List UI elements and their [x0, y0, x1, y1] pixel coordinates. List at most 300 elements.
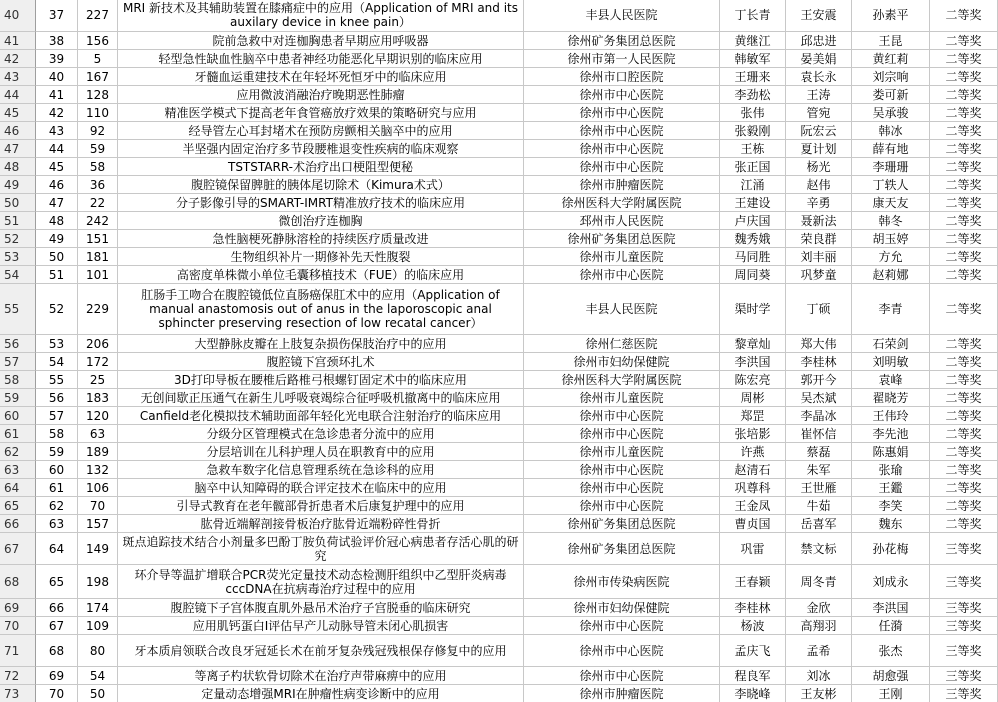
serial-number-cell[interactable] [36, 158, 78, 176]
author-3-cell[interactable] [852, 248, 930, 266]
serial-number-cell[interactable] [36, 194, 78, 212]
author-3-cell[interactable] [852, 266, 930, 284]
project-id-cell[interactable] [78, 86, 118, 104]
author-3-cell[interactable] [852, 284, 930, 335]
organization-cell[interactable] [524, 479, 720, 497]
project-title-cell[interactable] [118, 212, 524, 230]
row-header[interactable] [0, 479, 36, 497]
organization-cell[interactable] [524, 389, 720, 407]
serial-number-cell[interactable] [36, 685, 78, 702]
author-1-cell[interactable] [720, 284, 786, 335]
project-id-cell[interactable] [78, 194, 118, 212]
project-title-cell[interactable] [118, 685, 524, 702]
serial-number-cell[interactable] [36, 86, 78, 104]
organization-cell[interactable] [524, 158, 720, 176]
project-id-cell[interactable] [78, 407, 118, 425]
serial-number-cell[interactable] [36, 122, 78, 140]
award-level-cell[interactable] [930, 497, 998, 515]
organization-cell[interactable] [524, 212, 720, 230]
author-1-cell[interactable] [720, 565, 786, 599]
organization-cell[interactable] [524, 443, 720, 461]
organization-cell[interactable] [524, 635, 720, 667]
author-3-cell[interactable] [852, 461, 930, 479]
author-3-cell[interactable] [852, 335, 930, 353]
award-level-cell[interactable] [930, 230, 998, 248]
award-level-cell[interactable] [930, 176, 998, 194]
author-2-cell[interactable] [786, 32, 852, 50]
serial-number-cell[interactable] [36, 50, 78, 68]
author-3-cell[interactable] [852, 685, 930, 702]
organization-cell[interactable] [524, 140, 720, 158]
author-3-cell[interactable] [852, 425, 930, 443]
project-title-cell[interactable] [118, 68, 524, 86]
project-title-cell[interactable] [118, 617, 524, 635]
author-2-cell[interactable] [786, 212, 852, 230]
project-id-cell[interactable] [78, 425, 118, 443]
author-1-cell[interactable] [720, 86, 786, 104]
project-title-cell[interactable] [118, 479, 524, 497]
author-3-cell[interactable] [852, 122, 930, 140]
award-level-cell[interactable] [930, 565, 998, 599]
project-id-cell[interactable] [78, 443, 118, 461]
award-level-cell[interactable] [930, 284, 998, 335]
project-id-cell[interactable] [78, 533, 118, 565]
project-id-cell[interactable] [78, 212, 118, 230]
organization-cell[interactable] [524, 50, 720, 68]
author-2-cell[interactable] [786, 122, 852, 140]
project-id-cell[interactable] [78, 461, 118, 479]
project-id-cell[interactable] [78, 371, 118, 389]
organization-cell[interactable] [524, 0, 720, 32]
author-2-cell[interactable] [786, 248, 852, 266]
author-1-cell[interactable] [720, 32, 786, 50]
row-header[interactable] [0, 158, 36, 176]
row-header[interactable] [0, 685, 36, 702]
author-2-cell[interactable] [786, 565, 852, 599]
author-3-cell[interactable] [852, 599, 930, 617]
project-id-cell[interactable] [78, 685, 118, 702]
serial-number-cell[interactable] [36, 212, 78, 230]
award-level-cell[interactable] [930, 599, 998, 617]
project-id-cell[interactable] [78, 515, 118, 533]
project-title-cell[interactable] [118, 389, 524, 407]
row-header[interactable] [0, 461, 36, 479]
row-header[interactable] [0, 86, 36, 104]
award-level-cell[interactable] [930, 515, 998, 533]
row-header[interactable] [0, 32, 36, 50]
row-header[interactable] [0, 194, 36, 212]
project-title-cell[interactable] [118, 0, 524, 32]
author-3-cell[interactable] [852, 635, 930, 667]
row-header[interactable] [0, 266, 36, 284]
project-title-cell[interactable] [118, 194, 524, 212]
author-1-cell[interactable] [720, 515, 786, 533]
project-id-cell[interactable] [78, 158, 118, 176]
author-3-cell[interactable] [852, 0, 930, 32]
project-id-cell[interactable] [78, 479, 118, 497]
project-id-cell[interactable] [78, 122, 118, 140]
project-title-cell[interactable] [118, 407, 524, 425]
award-level-cell[interactable] [930, 335, 998, 353]
organization-cell[interactable] [524, 248, 720, 266]
row-header[interactable] [0, 248, 36, 266]
project-id-cell[interactable] [78, 50, 118, 68]
project-id-cell[interactable] [78, 284, 118, 335]
serial-number-cell[interactable] [36, 104, 78, 122]
organization-cell[interactable] [524, 335, 720, 353]
project-title-cell[interactable] [118, 122, 524, 140]
serial-number-cell[interactable] [36, 667, 78, 685]
row-header[interactable] [0, 599, 36, 617]
author-1-cell[interactable] [720, 140, 786, 158]
row-header[interactable] [0, 389, 36, 407]
row-header[interactable] [0, 533, 36, 565]
row-header[interactable] [0, 353, 36, 371]
project-title-cell[interactable] [118, 284, 524, 335]
serial-number-cell[interactable] [36, 635, 78, 667]
project-id-cell[interactable] [78, 68, 118, 86]
serial-number-cell[interactable] [36, 515, 78, 533]
project-title-cell[interactable] [118, 667, 524, 685]
author-2-cell[interactable] [786, 86, 852, 104]
author-1-cell[interactable] [720, 533, 786, 565]
row-header[interactable] [0, 565, 36, 599]
author-3-cell[interactable] [852, 50, 930, 68]
project-title-cell[interactable] [118, 158, 524, 176]
project-id-cell[interactable] [78, 667, 118, 685]
author-1-cell[interactable] [720, 68, 786, 86]
author-2-cell[interactable] [786, 479, 852, 497]
row-header[interactable] [0, 50, 36, 68]
organization-cell[interactable] [524, 176, 720, 194]
row-header[interactable] [0, 122, 36, 140]
project-id-cell[interactable] [78, 635, 118, 667]
row-header[interactable] [0, 212, 36, 230]
author-1-cell[interactable] [720, 212, 786, 230]
author-3-cell[interactable] [852, 104, 930, 122]
award-level-cell[interactable] [930, 371, 998, 389]
author-3-cell[interactable] [852, 353, 930, 371]
author-3-cell[interactable] [852, 479, 930, 497]
author-2-cell[interactable] [786, 194, 852, 212]
serial-number-cell[interactable] [36, 353, 78, 371]
project-title-cell[interactable] [118, 335, 524, 353]
author-1-cell[interactable] [720, 407, 786, 425]
project-id-cell[interactable] [78, 565, 118, 599]
author-1-cell[interactable] [720, 158, 786, 176]
row-header[interactable] [0, 497, 36, 515]
award-level-cell[interactable] [930, 104, 998, 122]
author-1-cell[interactable] [720, 371, 786, 389]
serial-number-cell[interactable] [36, 533, 78, 565]
award-level-cell[interactable] [930, 407, 998, 425]
author-3-cell[interactable] [852, 32, 930, 50]
organization-cell[interactable] [524, 371, 720, 389]
award-level-cell[interactable] [930, 353, 998, 371]
award-level-cell[interactable] [930, 158, 998, 176]
serial-number-cell[interactable] [36, 425, 78, 443]
author-3-cell[interactable] [852, 389, 930, 407]
project-title-cell[interactable] [118, 443, 524, 461]
project-id-cell[interactable] [78, 176, 118, 194]
serial-number-cell[interactable] [36, 68, 78, 86]
award-level-cell[interactable] [930, 32, 998, 50]
author-1-cell[interactable] [720, 599, 786, 617]
author-2-cell[interactable] [786, 50, 852, 68]
author-1-cell[interactable] [720, 104, 786, 122]
serial-number-cell[interactable] [36, 497, 78, 515]
project-id-cell[interactable] [78, 140, 118, 158]
project-id-cell[interactable] [78, 230, 118, 248]
author-3-cell[interactable] [852, 140, 930, 158]
author-2-cell[interactable] [786, 158, 852, 176]
author-1-cell[interactable] [720, 497, 786, 515]
project-id-cell[interactable] [78, 266, 118, 284]
project-id-cell[interactable] [78, 353, 118, 371]
author-2-cell[interactable] [786, 176, 852, 194]
organization-cell[interactable] [524, 565, 720, 599]
author-1-cell[interactable] [720, 266, 786, 284]
award-level-cell[interactable] [930, 122, 998, 140]
row-header[interactable] [0, 0, 36, 32]
author-2-cell[interactable] [786, 497, 852, 515]
author-2-cell[interactable] [786, 425, 852, 443]
project-title-cell[interactable] [118, 50, 524, 68]
award-level-cell[interactable] [930, 389, 998, 407]
author-2-cell[interactable] [786, 599, 852, 617]
project-title-cell[interactable] [118, 565, 524, 599]
author-1-cell[interactable] [720, 461, 786, 479]
serial-number-cell[interactable] [36, 0, 78, 32]
serial-number-cell[interactable] [36, 335, 78, 353]
organization-cell[interactable] [524, 284, 720, 335]
award-level-cell[interactable] [930, 425, 998, 443]
project-title-cell[interactable] [118, 266, 524, 284]
organization-cell[interactable] [524, 461, 720, 479]
author-1-cell[interactable] [720, 617, 786, 635]
author-2-cell[interactable] [786, 461, 852, 479]
project-title-cell[interactable] [118, 230, 524, 248]
serial-number-cell[interactable] [36, 248, 78, 266]
author-2-cell[interactable] [786, 266, 852, 284]
author-1-cell[interactable] [720, 479, 786, 497]
author-1-cell[interactable] [720, 425, 786, 443]
project-title-cell[interactable] [118, 497, 524, 515]
row-header[interactable] [0, 407, 36, 425]
author-3-cell[interactable] [852, 515, 930, 533]
author-3-cell[interactable] [852, 371, 930, 389]
award-level-cell[interactable] [930, 461, 998, 479]
award-level-cell[interactable] [930, 635, 998, 667]
organization-cell[interactable] [524, 425, 720, 443]
author-2-cell[interactable] [786, 335, 852, 353]
author-3-cell[interactable] [852, 667, 930, 685]
award-level-cell[interactable] [930, 140, 998, 158]
author-1-cell[interactable] [720, 194, 786, 212]
project-title-cell[interactable] [118, 425, 524, 443]
project-title-cell[interactable] [118, 461, 524, 479]
organization-cell[interactable] [524, 86, 720, 104]
project-id-cell[interactable] [78, 248, 118, 266]
author-2-cell[interactable] [786, 68, 852, 86]
author-2-cell[interactable] [786, 353, 852, 371]
project-title-cell[interactable] [118, 371, 524, 389]
project-title-cell[interactable] [118, 533, 524, 565]
project-title-cell[interactable] [118, 599, 524, 617]
serial-number-cell[interactable] [36, 479, 78, 497]
author-1-cell[interactable] [720, 122, 786, 140]
project-title-cell[interactable] [118, 248, 524, 266]
author-3-cell[interactable] [852, 68, 930, 86]
serial-number-cell[interactable] [36, 176, 78, 194]
organization-cell[interactable] [524, 266, 720, 284]
author-2-cell[interactable] [786, 407, 852, 425]
row-header[interactable] [0, 443, 36, 461]
author-3-cell[interactable] [852, 407, 930, 425]
author-1-cell[interactable] [720, 685, 786, 702]
author-2-cell[interactable] [786, 0, 852, 32]
serial-number-cell[interactable] [36, 389, 78, 407]
project-id-cell[interactable] [78, 335, 118, 353]
row-header[interactable] [0, 104, 36, 122]
author-2-cell[interactable] [786, 284, 852, 335]
row-header[interactable] [0, 335, 36, 353]
project-id-cell[interactable] [78, 104, 118, 122]
organization-cell[interactable] [524, 230, 720, 248]
project-id-cell[interactable] [78, 32, 118, 50]
row-header[interactable] [0, 667, 36, 685]
row-header[interactable] [0, 371, 36, 389]
author-1-cell[interactable] [720, 635, 786, 667]
row-header[interactable] [0, 425, 36, 443]
organization-cell[interactable] [524, 194, 720, 212]
organization-cell[interactable] [524, 617, 720, 635]
award-level-cell[interactable] [930, 443, 998, 461]
author-1-cell[interactable] [720, 667, 786, 685]
serial-number-cell[interactable] [36, 443, 78, 461]
author-3-cell[interactable] [852, 158, 930, 176]
row-header[interactable] [0, 140, 36, 158]
project-id-cell[interactable] [78, 0, 118, 32]
project-title-cell[interactable] [118, 176, 524, 194]
author-3-cell[interactable] [852, 617, 930, 635]
author-1-cell[interactable] [720, 230, 786, 248]
award-level-cell[interactable] [930, 667, 998, 685]
award-level-cell[interactable] [930, 86, 998, 104]
serial-number-cell[interactable] [36, 565, 78, 599]
author-2-cell[interactable] [786, 140, 852, 158]
project-id-cell[interactable] [78, 389, 118, 407]
award-level-cell[interactable] [930, 0, 998, 32]
author-1-cell[interactable] [720, 443, 786, 461]
organization-cell[interactable] [524, 353, 720, 371]
row-header[interactable] [0, 635, 36, 667]
project-id-cell[interactable] [78, 497, 118, 515]
organization-cell[interactable] [524, 515, 720, 533]
serial-number-cell[interactable] [36, 140, 78, 158]
award-level-cell[interactable] [930, 617, 998, 635]
author-2-cell[interactable] [786, 667, 852, 685]
organization-cell[interactable] [524, 497, 720, 515]
award-level-cell[interactable] [930, 194, 998, 212]
author-3-cell[interactable] [852, 212, 930, 230]
author-2-cell[interactable] [786, 515, 852, 533]
organization-cell[interactable] [524, 122, 720, 140]
organization-cell[interactable] [524, 104, 720, 122]
author-2-cell[interactable] [786, 635, 852, 667]
row-header[interactable] [0, 515, 36, 533]
author-2-cell[interactable] [786, 533, 852, 565]
author-3-cell[interactable] [852, 86, 930, 104]
project-title-cell[interactable] [118, 86, 524, 104]
row-header[interactable] [0, 68, 36, 86]
row-header[interactable] [0, 284, 36, 335]
author-3-cell[interactable] [852, 194, 930, 212]
author-2-cell[interactable] [786, 617, 852, 635]
author-1-cell[interactable] [720, 389, 786, 407]
author-1-cell[interactable] [720, 248, 786, 266]
serial-number-cell[interactable] [36, 461, 78, 479]
author-2-cell[interactable] [786, 104, 852, 122]
serial-number-cell[interactable] [36, 284, 78, 335]
author-1-cell[interactable] [720, 353, 786, 371]
award-level-cell[interactable] [930, 68, 998, 86]
row-header[interactable] [0, 617, 36, 635]
project-title-cell[interactable] [118, 635, 524, 667]
author-1-cell[interactable] [720, 335, 786, 353]
award-level-cell[interactable] [930, 685, 998, 702]
author-2-cell[interactable] [786, 685, 852, 702]
project-title-cell[interactable] [118, 104, 524, 122]
author-3-cell[interactable] [852, 443, 930, 461]
serial-number-cell[interactable] [36, 599, 78, 617]
award-level-cell[interactable] [930, 212, 998, 230]
serial-number-cell[interactable] [36, 371, 78, 389]
serial-number-cell[interactable] [36, 230, 78, 248]
author-1-cell[interactable] [720, 0, 786, 32]
author-2-cell[interactable] [786, 389, 852, 407]
author-3-cell[interactable] [852, 497, 930, 515]
author-3-cell[interactable] [852, 533, 930, 565]
author-3-cell[interactable] [852, 176, 930, 194]
project-title-cell[interactable] [118, 353, 524, 371]
organization-cell[interactable] [524, 685, 720, 702]
row-header[interactable] [0, 176, 36, 194]
organization-cell[interactable] [524, 32, 720, 50]
project-id-cell[interactable] [78, 599, 118, 617]
award-level-cell[interactable] [930, 50, 998, 68]
author-3-cell[interactable] [852, 565, 930, 599]
project-title-cell[interactable] [118, 515, 524, 533]
author-3-cell[interactable] [852, 230, 930, 248]
author-1-cell[interactable] [720, 50, 786, 68]
project-id-cell[interactable] [78, 617, 118, 635]
project-title-cell[interactable] [118, 32, 524, 50]
project-title-cell[interactable] [118, 140, 524, 158]
award-level-cell[interactable] [930, 266, 998, 284]
serial-number-cell[interactable] [36, 32, 78, 50]
author-2-cell[interactable] [786, 443, 852, 461]
organization-cell[interactable] [524, 68, 720, 86]
organization-cell[interactable] [524, 407, 720, 425]
organization-cell[interactable] [524, 599, 720, 617]
author-2-cell[interactable] [786, 230, 852, 248]
award-level-cell[interactable] [930, 248, 998, 266]
author-2-cell[interactable] [786, 371, 852, 389]
serial-number-cell[interactable] [36, 407, 78, 425]
serial-number-cell[interactable] [36, 617, 78, 635]
row-header[interactable] [0, 230, 36, 248]
